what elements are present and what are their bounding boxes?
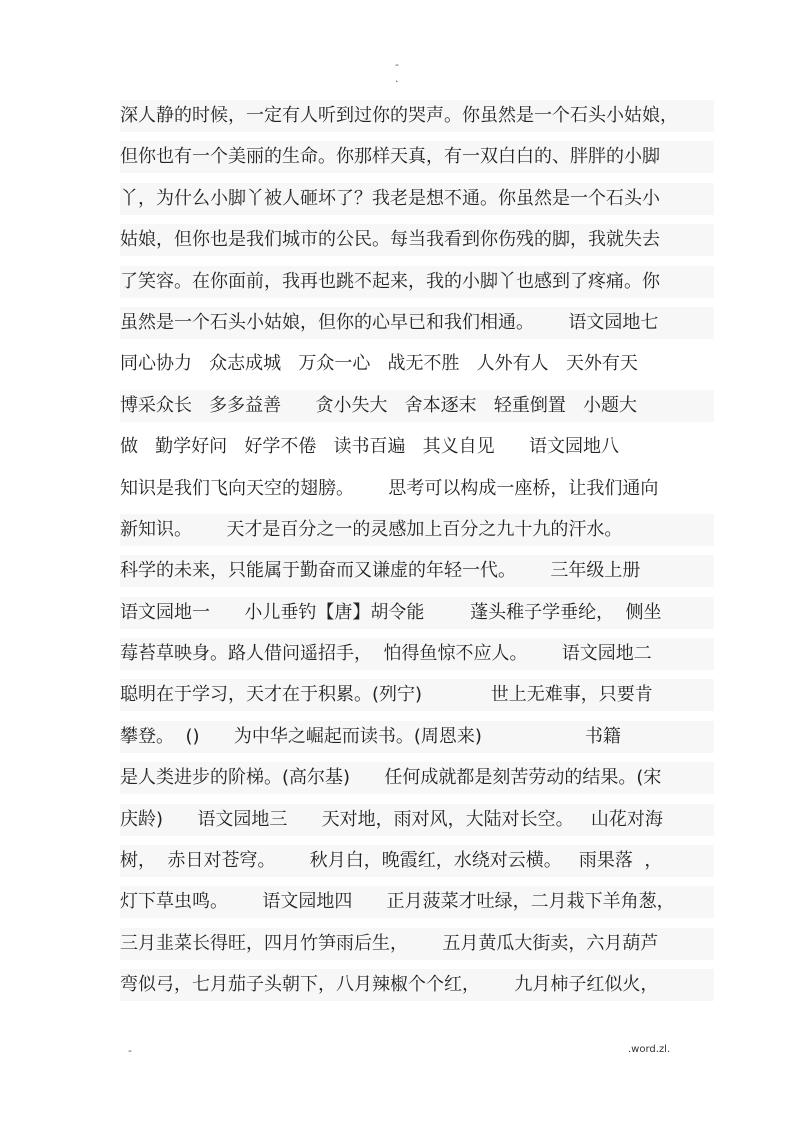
text-line: 莓苔草映身。路人借问遥招手， 怕得鱼惊不应人。 语文园地二 (120, 638, 714, 670)
text-line: 弯似弓，七月茄子头朝下，八月辣椒个个红， 九月柿子红似火， (120, 969, 714, 1001)
text-line: 聪明在于学习，天才在于积累。(列宁) 世上无难事，只要肯 (120, 679, 714, 711)
text-line: 博采众长 多多益善 贪小失大 舍本逐末 轻重倒置 小题大 (120, 390, 714, 422)
text-line: 树， 赤日对苍穹。 秋月白，晚霞红，水绕对云横。 雨果落 ， (120, 845, 714, 877)
text-line: 灯下草虫鸣。 语文园地四 正月菠菜才吐绿，二月栽下羊角葱， (120, 886, 714, 918)
text-line: 语文园地一 小儿垂钓【唐】胡令能 蓬头稚子学垂纶， 侧坐 (120, 597, 714, 629)
footer-dash: - (128, 1044, 132, 1057)
text-line: 科学的未来，只能属于勤奋而又谦虚的年轻一代。 三年级上册 (120, 555, 714, 587)
text-line: 知识是我们飞向天空的翅膀。 思考可以构成一座桥，让我们通向 (120, 477, 659, 499)
text-line: 做 勤学好问 好学不倦 读书百遍 其义自见 语文园地八 (120, 436, 619, 458)
text-line: 深人静的时候，一定有人听到过你的哭声。你虽然是一个石头小姑娘， (120, 100, 714, 132)
header-dash: - (395, 58, 399, 71)
header-dot: . (395, 72, 399, 85)
text-line: 虽然是一个石头小姑娘，但你的心早已和我们相通。 语文园地七 (120, 307, 714, 339)
document-body (120, 100, 714, 1011)
text-line: 姑娘，但你也是我们城市的公民。每当我看到你伤残的脚，我就失去 (120, 224, 714, 256)
text-line: 了笑容。在你面前，我再也跳不起来，我的小脚丫也感到了疼痛。你 (120, 266, 714, 298)
footer-watermark-text: .word.zl. (628, 1044, 671, 1055)
text-line: 但你也有一个美丽的生命。你那样天真，有一双白白的、胖胖的小脚 (120, 141, 714, 173)
text-line: 同心协力 众志成城 万众一心 战无不胜 人外有人 天外有天 (120, 353, 638, 375)
text-line: 攀登。 () 为中华之崛起而读书。(周恩来) 书籍 (120, 721, 714, 753)
text-line: 三月韭菜长得旺，四月竹笋雨后生， 五月黄瓜大街卖，六月葫芦 (120, 928, 714, 960)
text-line: 丫，为什么小脚丫被人砸坏了？我老是想不通。你虽然是一个石头小 (120, 183, 714, 215)
text-line: 是人类进步的阶梯。(高尔基) 任何成就都是刻苦劳动的结果。(宋 (120, 762, 714, 794)
text-line: 新知识。 天才是百分之一的灵感加上百分之九十九的汗水。 (120, 514, 714, 546)
text-line: 庆龄) 语文园地三 天对地，雨对风，大陆对长空。 山花对海 (120, 804, 714, 836)
